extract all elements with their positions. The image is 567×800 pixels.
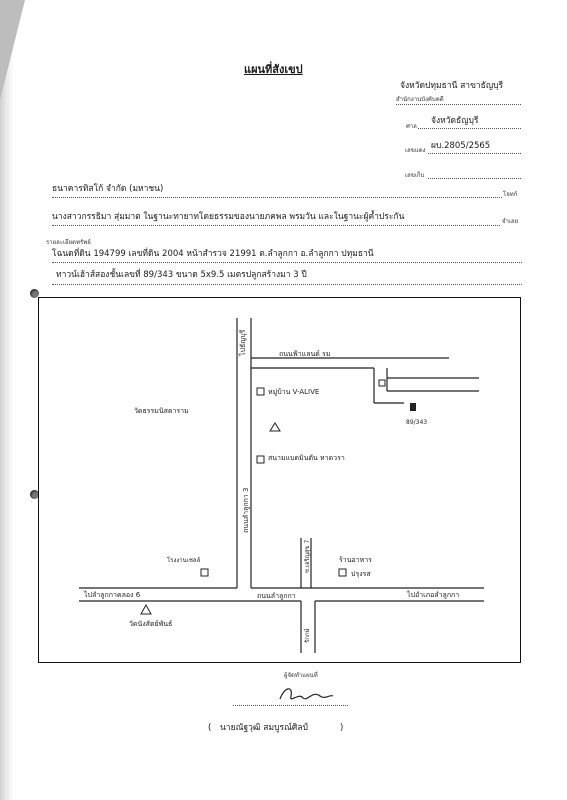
shop-marker (339, 569, 346, 576)
dotted-line (52, 284, 522, 285)
property-line-2: ทาวน์เฮ้าส์สองชั้นเลขที่ 89/343 ขนาด 5x9.5 เมตรปลูกสร้างมา 3 ปี (56, 270, 307, 280)
dotted-line (52, 225, 500, 226)
school-marker (257, 456, 264, 463)
village-marker (257, 388, 264, 395)
road-direction-dhanyaburi: ไปธัญบุรี (239, 329, 247, 356)
defendant-label: จำเลย (502, 218, 519, 225)
dotted-line (428, 178, 521, 179)
case-number-label: เลขแดง (405, 147, 426, 154)
defendant-name: นางสาวกรรธิมา สุ่มมาต ในฐานะทายาทโดยธรรมของนายภคพล พรมวัน และในฐานะผู้ค้ำประกัน (52, 212, 405, 222)
signature-mark (275, 684, 335, 706)
plaintiff-label: โจทก์ (503, 191, 518, 198)
document-title: แผนที่สังเขป (244, 63, 303, 76)
house-number-label: 89/343 (406, 419, 428, 426)
soi-bottom-label: รักกษ์ (304, 628, 311, 643)
receipt-label: เลขเก็บ (405, 172, 425, 179)
enforcement-office: สำนักงานบังคับคดี (396, 96, 444, 103)
signer-name-open-paren: ( (208, 723, 212, 733)
dotted-line (428, 153, 521, 154)
sketch-map (38, 297, 521, 663)
dotted-line (52, 197, 502, 198)
plaintiff-name: ธนาคารทิสโก้ จำกัด (มหาชน) (52, 184, 164, 194)
temple-bottom-label: วัดนังสัตย์พันธ์ (129, 620, 173, 628)
property-line-1: โฉนดที่ดิน 194799 เลขที่ดิน 2004 หน้าสำรวจ 21991 ต.ลำลูกกา อ.ลำลูกกา ปทุมธานี (52, 249, 374, 259)
court-value: จังหวัดธัญบุรี (431, 116, 479, 126)
signer-name: นายณัฐวุฒิ สมบูรณ์ศิลป์ (220, 723, 308, 733)
dotted-line (52, 262, 522, 263)
case-number-value: ผบ.2805/2565 (431, 141, 491, 151)
road-label-lamlukka-3: ถนนลำลูกกา 3 (242, 487, 250, 533)
house-marker (379, 380, 385, 386)
target-house-marker (410, 403, 416, 411)
school-label-1: สนามแบดมินตัน หาดวรา (268, 454, 345, 462)
temple-top-label: วัดธรรมนิสดาราม (134, 407, 189, 415)
shop-label: ร้านอาหาร (339, 556, 372, 564)
prepared-by-label: ผู้จัดทำแผนที่ (284, 672, 318, 679)
shop-label-2: ปรุงรส (351, 570, 371, 578)
property-label: รายละเอียดทรัพย์ (46, 239, 91, 246)
right-direction-label: ไปอำเภอลำลูกกา (407, 591, 460, 599)
court-province: จังหวัดปทุมธานี สาขาธัญบุรี (400, 81, 504, 91)
dotted-line (233, 705, 348, 706)
dotted-line (418, 128, 521, 129)
dotted-line (396, 104, 521, 105)
temple-top-marker (270, 423, 280, 431)
factory-label: โรงงานเชลล์ (167, 557, 201, 564)
left-direction-label: ไปลำลูกกาคลอง 6 (84, 591, 141, 599)
signer-name-close-paren: ) (340, 723, 344, 733)
temple-bottom-marker (141, 605, 151, 614)
main-road-label: ถนนลำลูกกา (257, 592, 296, 600)
page-fold-shadow (0, 0, 25, 100)
court-label: ศาล (406, 123, 417, 130)
village-label: หมู่บ้าน V-ALIVE (268, 388, 320, 396)
road-label-top: ถนนฟ้าแลนด์ รม (279, 350, 331, 358)
soi-label: ซ.เจริญสุข 7 (304, 539, 311, 573)
factory-marker (201, 569, 208, 576)
